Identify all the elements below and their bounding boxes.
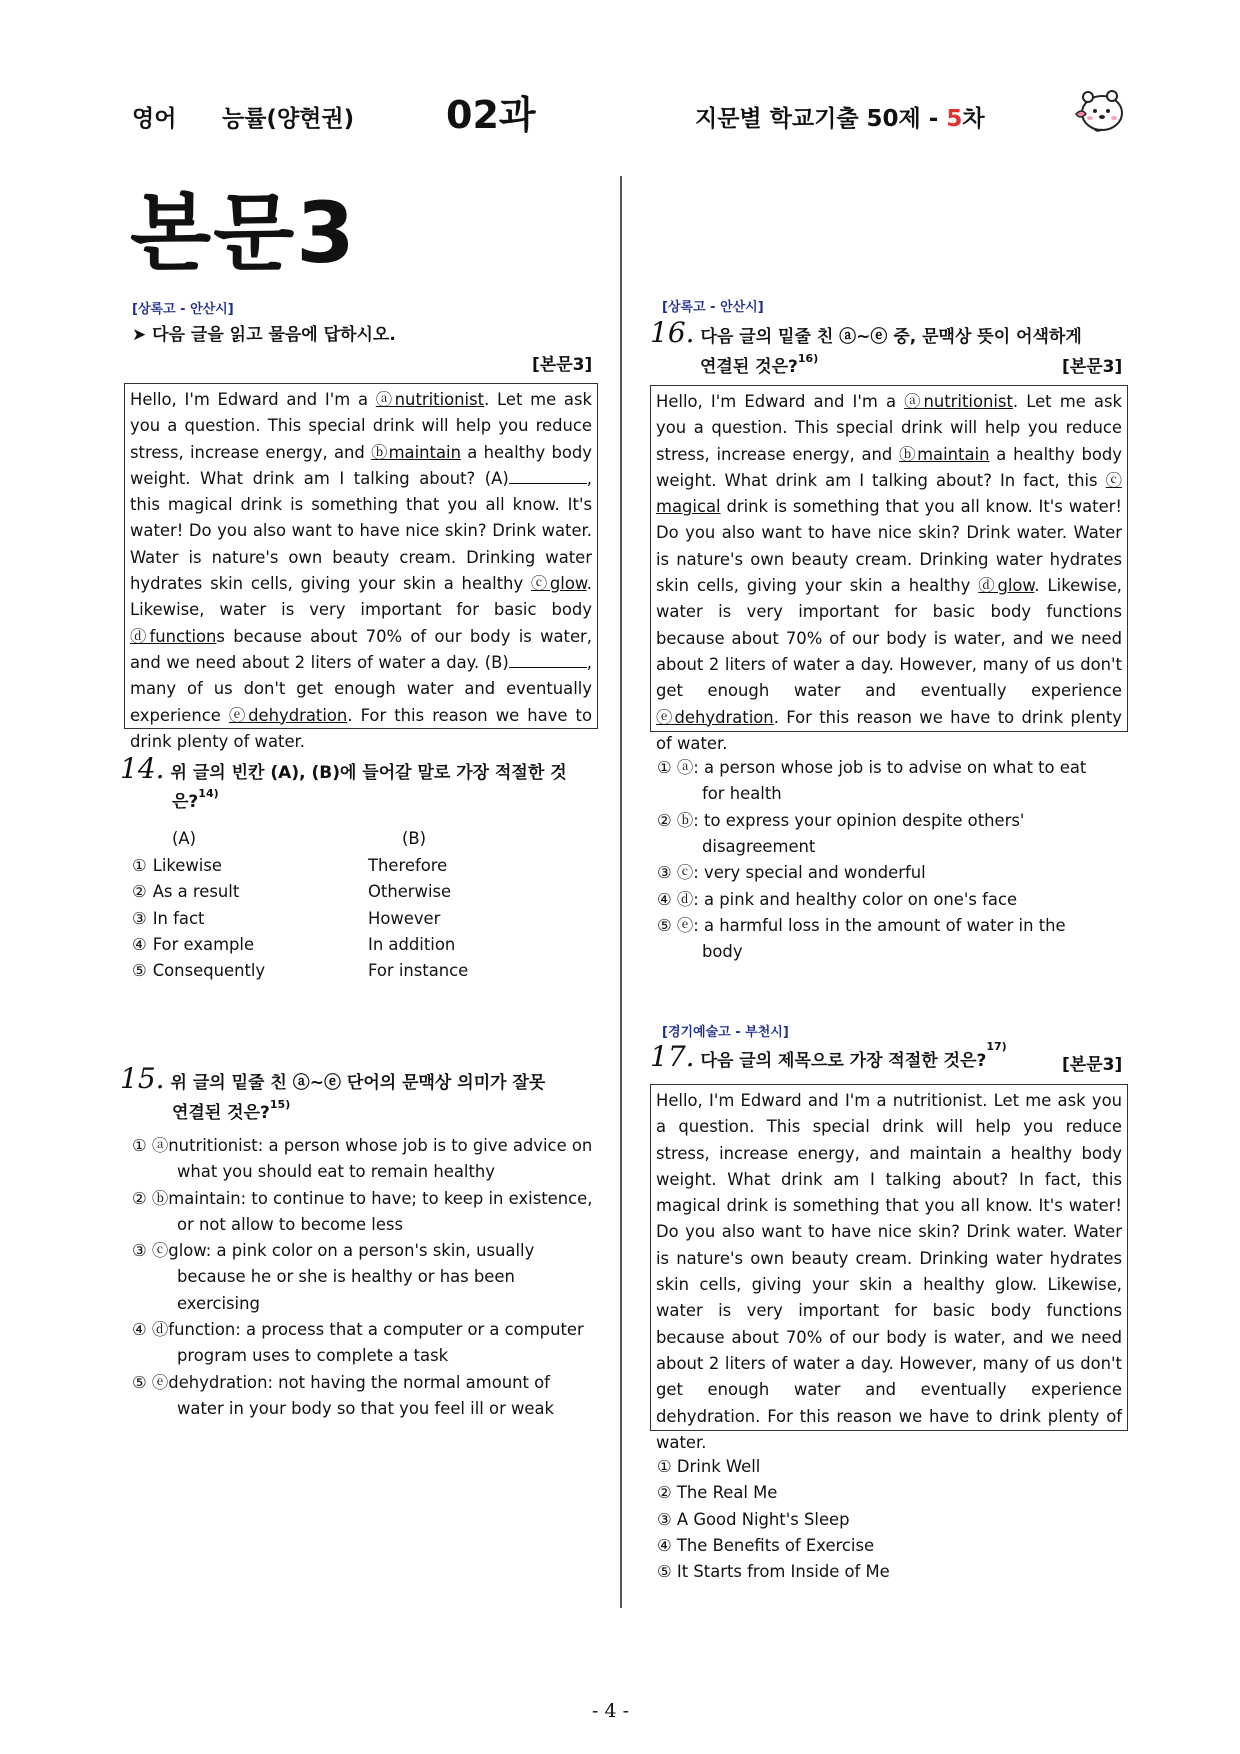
question-text: 위 글의 빈칸 (A), (B)에 들어갈 말로 가장 적절한 것 — [170, 763, 567, 783]
option-item — [657, 860, 1127, 886]
passage-text: a healthy body weight. What drink am I talking about? (A) — [130, 442, 592, 488]
option-line: what you should eat to remain healthy — [177, 1162, 495, 1182]
source-label: [상록고 - 안산시] — [662, 300, 764, 315]
underlined-word-b: ⓑmaintain — [899, 444, 990, 464]
option-item: ④ The Benefits of Exercise — [657, 1535, 875, 1555]
passage-text: . For this reason we have to drink plenty of water. — [656, 707, 1122, 753]
option-item: ③ A Good Night's Sleep — [657, 1509, 850, 1529]
underlined-word-a: ⓐnutritionist — [904, 392, 1013, 411]
option-item — [132, 1238, 602, 1317]
passage-text: s because about 70% of our body is water, and we need about 2 liters of water a day. (B) — [130, 626, 592, 672]
option-item — [132, 932, 254, 958]
passage-box — [124, 383, 598, 751]
option-b-text: For instance — [368, 961, 469, 981]
column-divider — [620, 176, 622, 1608]
option-a-text: Consequently — [152, 961, 266, 981]
option-item — [132, 1317, 602, 1370]
footnote-ref: 14) — [198, 787, 219, 800]
option-item — [132, 1133, 602, 1186]
underlined-word-b: ⓑmaintain — [371, 442, 461, 462]
footnote-ref: 15) — [269, 1098, 291, 1111]
passage-text: drink is something that you all know. It's water! Do you also want to have nice skin? Drink water. Water is nature's own beauty cream. Drinking water hydrates skin cells, giving your skin a healthy — [656, 497, 1122, 596]
passage-text: . Let me ask you a question. This special drink will help you reduce stress, increase energy, and — [656, 392, 1122, 464]
question-number: 14. — [120, 752, 165, 785]
question-14 — [120, 752, 567, 785]
option-line: ④ ⓓfunction: a process that a computer or a computer — [132, 1320, 584, 1340]
option-number: ② — [132, 882, 147, 902]
question-text: 은? — [172, 792, 199, 812]
option-line: body — [702, 942, 743, 962]
passage-text: . For this reason we have to drink plenty of water. — [130, 705, 592, 751]
series-label — [695, 100, 985, 133]
option-number: ④ — [132, 934, 147, 954]
passage-tag: [본문3] — [1062, 357, 1123, 377]
passage-text: , many of us don't get enough water and eventually experience — [130, 652, 592, 725]
underlined-word-d: ⓓfunction — [130, 626, 217, 646]
option-line: for health — [702, 784, 782, 804]
option-item — [657, 913, 1127, 966]
passage-box: Hello, I'm Edward and I'm a nutritionist. Let me ask you a question. This special drink will help you reduce stress, increase energy, and maintain a healthy body weight. What drink am I talking about? In fact, this magical drink is something that you all know. It's water! Do you also want to have nice skin? Drink water. Water is nature's own beauty cream. Drinking water hydrates skin cells, giving your skin a healthy glow. Likewise, water is very important for basic body functions because about 70% of our body is water, and we need about 2 liters of water a day. However, many of us don't get enough water and eventually experience dehydration. For this reason we have to drink plenty of water. — [650, 1084, 1128, 1431]
option-b-text: Otherwise — [368, 882, 452, 902]
option-item: ⑤ It Starts from Inside of Me — [657, 1562, 890, 1582]
option-line: ① ⓐ: a person whose job is to advise on what to eat — [657, 758, 1087, 777]
passage-text: Hello, I'm Edward and I'm a — [656, 392, 905, 411]
option-a-text: For example — [152, 934, 255, 954]
instruction: ➤ 다음 글을 읽고 물음에 답하시오. — [132, 325, 396, 345]
option-b-text: However — [368, 908, 441, 928]
option-line: ⑤ ⓔ: a harmful loss in the amount of water in the — [657, 915, 1066, 935]
option-item — [657, 808, 1127, 861]
option-number: ③ — [132, 908, 147, 928]
option-item: ① Drink Well — [657, 1457, 761, 1476]
option-line: exercising — [177, 1293, 260, 1313]
question-16-line2 — [700, 352, 818, 377]
option-item — [657, 755, 1127, 808]
option-b-text: In addition — [368, 934, 456, 954]
question-text: 다음 글의 밑줄 친 ⓐ~ⓔ 중, 문맥상 뜻이 어색하게 — [700, 327, 1082, 347]
option-line: program uses to complete a task — [177, 1346, 449, 1366]
lesson-label: 02과 — [446, 93, 536, 137]
option-line: ③ ⓒ: very special and wonderful — [657, 863, 926, 883]
option-a-text: Likewise — [152, 856, 222, 875]
question-number: 16. — [650, 316, 695, 349]
underlined-word-c: ⓒglow — [530, 574, 587, 594]
subject-label: 영어 — [132, 106, 177, 132]
underlined-word-d: ⓓglow — [978, 576, 1035, 596]
footnote-ref: 17) — [986, 1040, 1007, 1053]
passage-text: . Likewise, water is very important for basic body functions because about 70% of our body is water, and we need about 2 liters of water a day. However, many of us don't get enough water and eventually experience — [656, 576, 1123, 701]
question-14-line2 — [172, 787, 219, 812]
passage-text: a healthy body weight. What drink am I talking about? In fact, this — [656, 444, 1122, 490]
passage-box — [650, 385, 1128, 753]
source-label: [상록고 - 안산시] — [132, 302, 234, 317]
option-b-text: Therefore — [368, 856, 448, 875]
option-item — [132, 1370, 602, 1423]
question-text: 연결된 것은? — [172, 1103, 270, 1123]
option-line: ③ ⓒglow: a pink color on a person's skin, usually — [132, 1241, 535, 1261]
column-header-a: (A) — [172, 829, 197, 848]
option-line: or not allow to become less — [177, 1214, 403, 1234]
question-number: 17. — [650, 1040, 695, 1073]
passage-text: . Let me ask you a question. This special drink will help you reduce stress, increase energy, and — [130, 390, 592, 462]
blank-b — [509, 653, 587, 668]
underlined-word-e: ⓔdehydration — [228, 705, 348, 725]
series-prefix: 지문별 학교기출 50제 - — [695, 106, 947, 132]
section-title: 본문3 — [130, 184, 357, 282]
underlined-word-c: ⓒ magical — [656, 470, 1122, 517]
bear-mascot-icon — [1072, 84, 1126, 138]
passage-tag: [본문3] — [1062, 1055, 1123, 1075]
question-15-line2 — [172, 1098, 290, 1123]
passage-text: Hello, I'm Edward and I'm a — [130, 390, 376, 409]
passage-tag: [본문3] — [532, 355, 593, 375]
question-15 — [120, 1062, 545, 1095]
option-item — [132, 879, 239, 905]
option-line: ④ ⓓ: a pink and healthy color on one's face — [657, 889, 1018, 909]
option-line: ① ⓐnutritionist: a person whose job is to give advice on — [132, 1136, 593, 1155]
question-number: 15. — [120, 1062, 165, 1095]
option-item — [132, 906, 204, 932]
underlined-word-a: ⓐnutritionist — [375, 390, 485, 409]
option-line: ⑤ ⓔdehydration: not having the normal amount of — [132, 1372, 550, 1392]
option-item — [132, 958, 265, 984]
option-line: disagreement — [702, 836, 816, 856]
underlined-word-e: ⓔdehydration — [656, 707, 774, 727]
textbook-label: 능률(양현권) — [222, 106, 355, 132]
option-line: because he or she is healthy or has been — [177, 1267, 515, 1287]
option-item — [657, 887, 1127, 913]
option-line: ② ⓑmaintain: to continue to have; to keep in existence, — [132, 1188, 593, 1208]
option-item: ② The Real Me — [657, 1483, 778, 1503]
source-label: [경기예술고 - 부천시] — [662, 1025, 789, 1040]
question-text: 연결된 것은? — [700, 357, 798, 377]
footnote-ref: 16) — [797, 352, 819, 365]
series-round: 5 — [946, 106, 963, 132]
option-number: ① — [132, 856, 147, 875]
passage-text: . Likewise, water is very important for basic body — [130, 574, 592, 620]
series-suffix: 차 — [962, 106, 985, 132]
page-header — [0, 0, 1240, 150]
option-item — [132, 853, 222, 879]
column-header-b: (B) — [402, 829, 427, 848]
option-a-text: As a result — [152, 882, 240, 902]
option-a-text: In fact — [152, 908, 205, 928]
option-line: water in your body so that you feel ill or weak — [177, 1398, 555, 1418]
question-16 — [650, 316, 1082, 349]
passage-text: , this magical drink is something that you all know. It's water! Do you also want to have nice skin? Drink water. Water is nature's own beauty cream. Drinking water hydrates skin cells, giving your skin a healthy — [130, 468, 592, 594]
page-number: - 4 - — [592, 1700, 630, 1722]
option-number: ⑤ — [132, 961, 147, 981]
option-item — [132, 1186, 602, 1239]
blank-a — [509, 469, 587, 484]
question-text: 다음 글의 제목으로 가장 적절한 것은? — [700, 1051, 987, 1071]
question-17 — [650, 1040, 1007, 1073]
question-text: 위 글의 밑줄 친 ⓐ~ⓔ 단어의 문맥상 의미가 잘못 — [170, 1073, 546, 1093]
option-line: ② ⓑ: to express your opinion despite others' — [657, 810, 1025, 830]
